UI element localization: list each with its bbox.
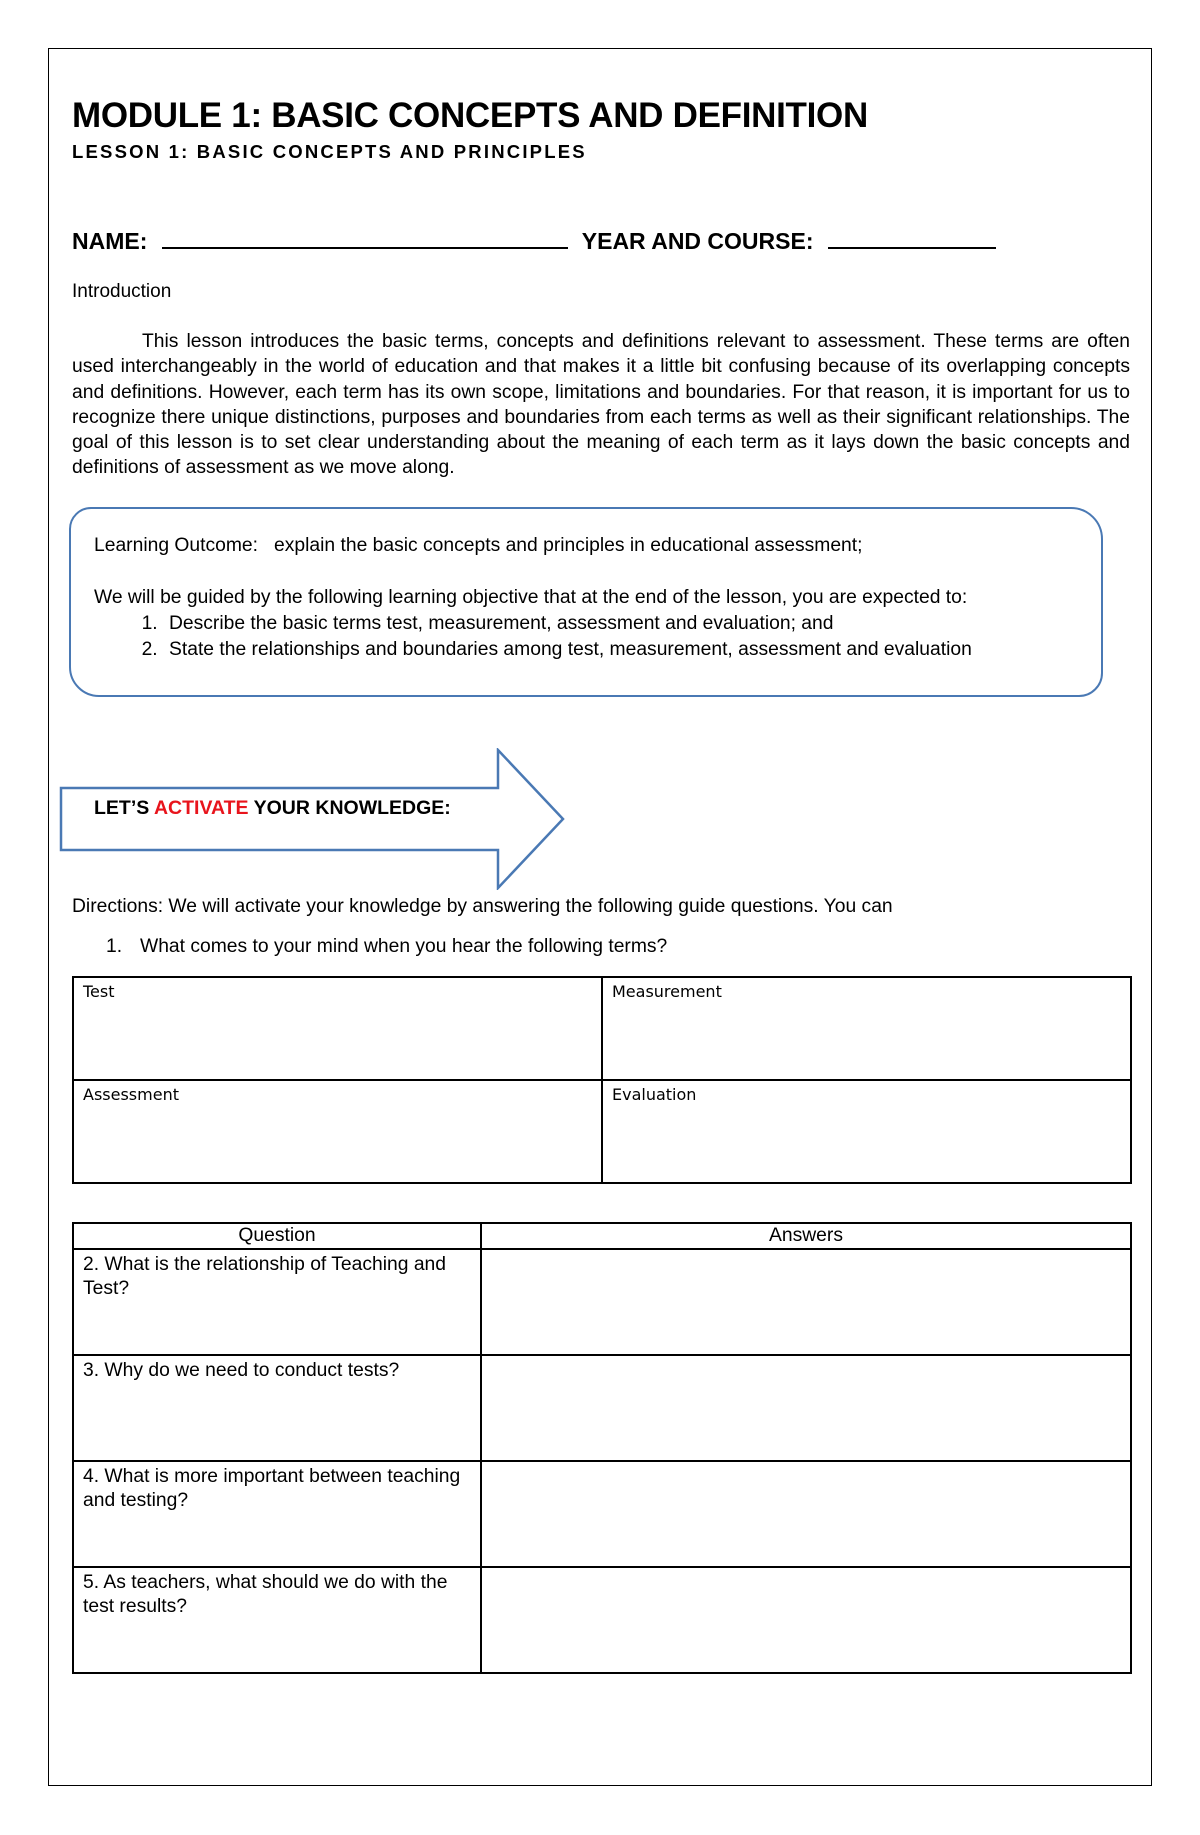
objectives-list: [94, 611, 1094, 663]
question-column-header: Question: [73, 1223, 481, 1249]
module-title: MODULE 1: BASIC CONCEPTS AND DEFINITION: [72, 96, 868, 135]
answers-column-header: Answers: [481, 1223, 1131, 1249]
table-row: [73, 1249, 1131, 1355]
question-1: [106, 936, 667, 958]
introduction-body: This lesson introduces the basic terms, concepts and definitions relevant to assessment. These terms are often used interchangeably in the world of education and that makes it a little bit confusing because of its overlapping concepts and definitions. However, each term has its own scope, limitations and boundaries. For that reason, it is important for us to recognize there unique distinctions, purposes and boundaries from each terms as well as their significant relationships. The goal of this lesson is to set clear understanding about the meaning of each term as it lays down the basic concepts and definitions of assessment as we move along.: [72, 331, 1130, 479]
year-course-field[interactable]: [828, 246, 996, 249]
question-cell: 5. As teachers, what should we do with the test results?: [73, 1567, 481, 1673]
objective-item-2: 2. State the relationships and boundaries among test, measurement, assessment and evaluation: [163, 637, 1094, 663]
questions-table: [72, 1222, 1132, 1674]
activate-label-part2: YOUR KNOWLEDGE:: [248, 797, 451, 819]
question-cell: 2. What is the relationship of Teaching and Test?: [73, 1249, 481, 1355]
directions-text: Directions: We will activate your knowledge by answering the following guide questions. You can: [72, 896, 893, 917]
activate-knowledge-label: [94, 797, 451, 820]
table-row: [73, 1567, 1131, 1673]
learning-outcome-content: [94, 533, 1094, 663]
answer-cell[interactable]: [481, 1567, 1131, 1673]
terms-cell-measurement[interactable]: Measurement: [602, 977, 1131, 1080]
question-1-text: What comes to your mind when you hear the following terms?: [140, 936, 668, 957]
objective-item-1: 1. Describe the basic terms test, measurement, assessment and evaluation; and: [163, 611, 1094, 637]
terms-cell-evaluation[interactable]: Evaluation: [602, 1080, 1131, 1183]
introduction-heading: Introduction: [72, 281, 172, 302]
name-field[interactable]: [162, 246, 568, 249]
name-label: NAME:: [72, 228, 148, 254]
answer-cell[interactable]: [481, 1461, 1131, 1567]
question-1-number: 1.: [106, 936, 123, 957]
answer-cell[interactable]: [481, 1355, 1131, 1461]
table-row: [73, 1461, 1131, 1567]
table-row: [73, 1355, 1131, 1461]
terms-cell-assessment[interactable]: Assessment: [73, 1080, 602, 1183]
terms-table: [72, 976, 1132, 1184]
lesson-subtitle: LESSON 1: BASIC CONCEPTS AND PRINCIPLES: [72, 141, 587, 162]
name-course-line: [72, 228, 1004, 255]
terms-cell-test[interactable]: Test: [73, 977, 602, 1080]
answer-cell[interactable]: [481, 1249, 1131, 1355]
question-cell: 4. What is more important between teaching and testing?: [73, 1461, 481, 1567]
activate-label-part1: LET’S: [94, 797, 154, 819]
learning-outcome-text: Learning Outcome: explain the basic concepts and principles in educational assessment;: [94, 535, 863, 556]
question-cell: 3. Why do we need to conduct tests?: [73, 1355, 481, 1461]
activate-label-highlight: ACTIVATE: [153, 797, 249, 819]
year-course-label: YEAR AND COURSE:: [581, 228, 814, 254]
objective-intro-text: We will be guided by the following learning objective that at the end of the lesson, you are expected to:: [94, 587, 968, 608]
